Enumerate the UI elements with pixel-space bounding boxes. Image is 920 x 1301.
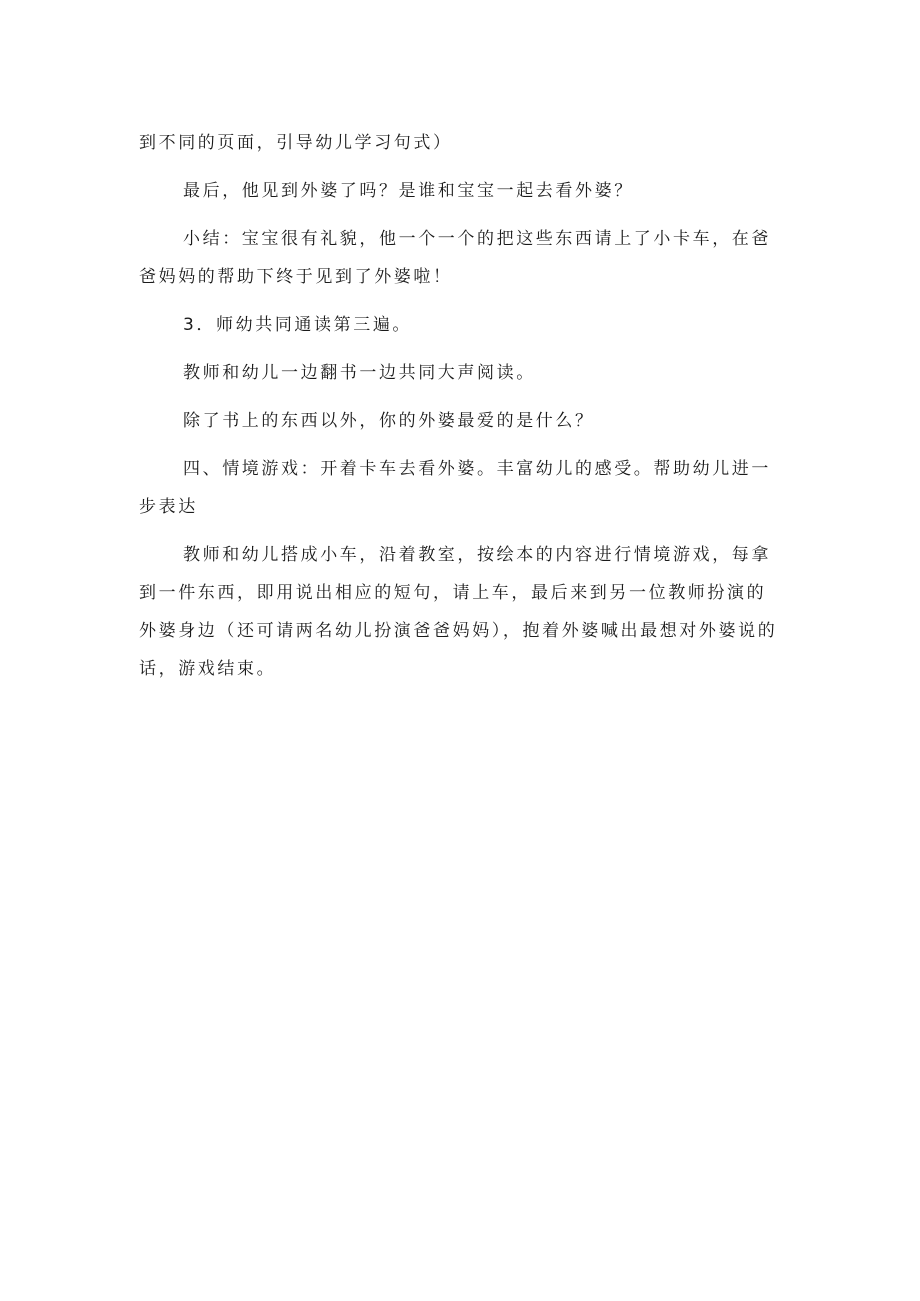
- paragraph-summary: 小结：宝宝很有礼貌，他一个一个的把这些东西请上了小卡车，在爸爸妈妈的帮助下终于见到了外婆啦！: [139, 229, 771, 287]
- paragraph-question: 最后，他见到外婆了吗？是谁和宝宝一起去看外婆？: [183, 181, 634, 201]
- paragraph-step-3: 3．师幼共同通读第三遍。: [183, 315, 413, 335]
- paragraph-reading: 教师和幼儿一边翻书一边共同大声阅读。: [183, 363, 536, 383]
- paragraph-continued: 到不同的页面，引导幼儿学习句式）: [139, 133, 453, 153]
- section-heading-game: 四、情境游戏：开着卡车去看外婆。丰富幼儿的感受。帮助幼儿进一步表达: [139, 459, 771, 517]
- paragraph-game: 教师和幼儿搭成小车，沿着教室，按绘本的内容进行情境游戏，每拿到一件东西，即用说出相应的短句，请上车，最后来到另一位教师扮演的外婆身边（还可请两名幼儿扮演爸爸妈妈），抱着外婆喊出最想对外婆说的话，游戏结束。: [139, 545, 778, 679]
- paragraph-question-2: 除了书上的东西以外，你的外婆最爱的是什么？: [183, 411, 595, 431]
- document-body: [139, 124, 783, 688]
